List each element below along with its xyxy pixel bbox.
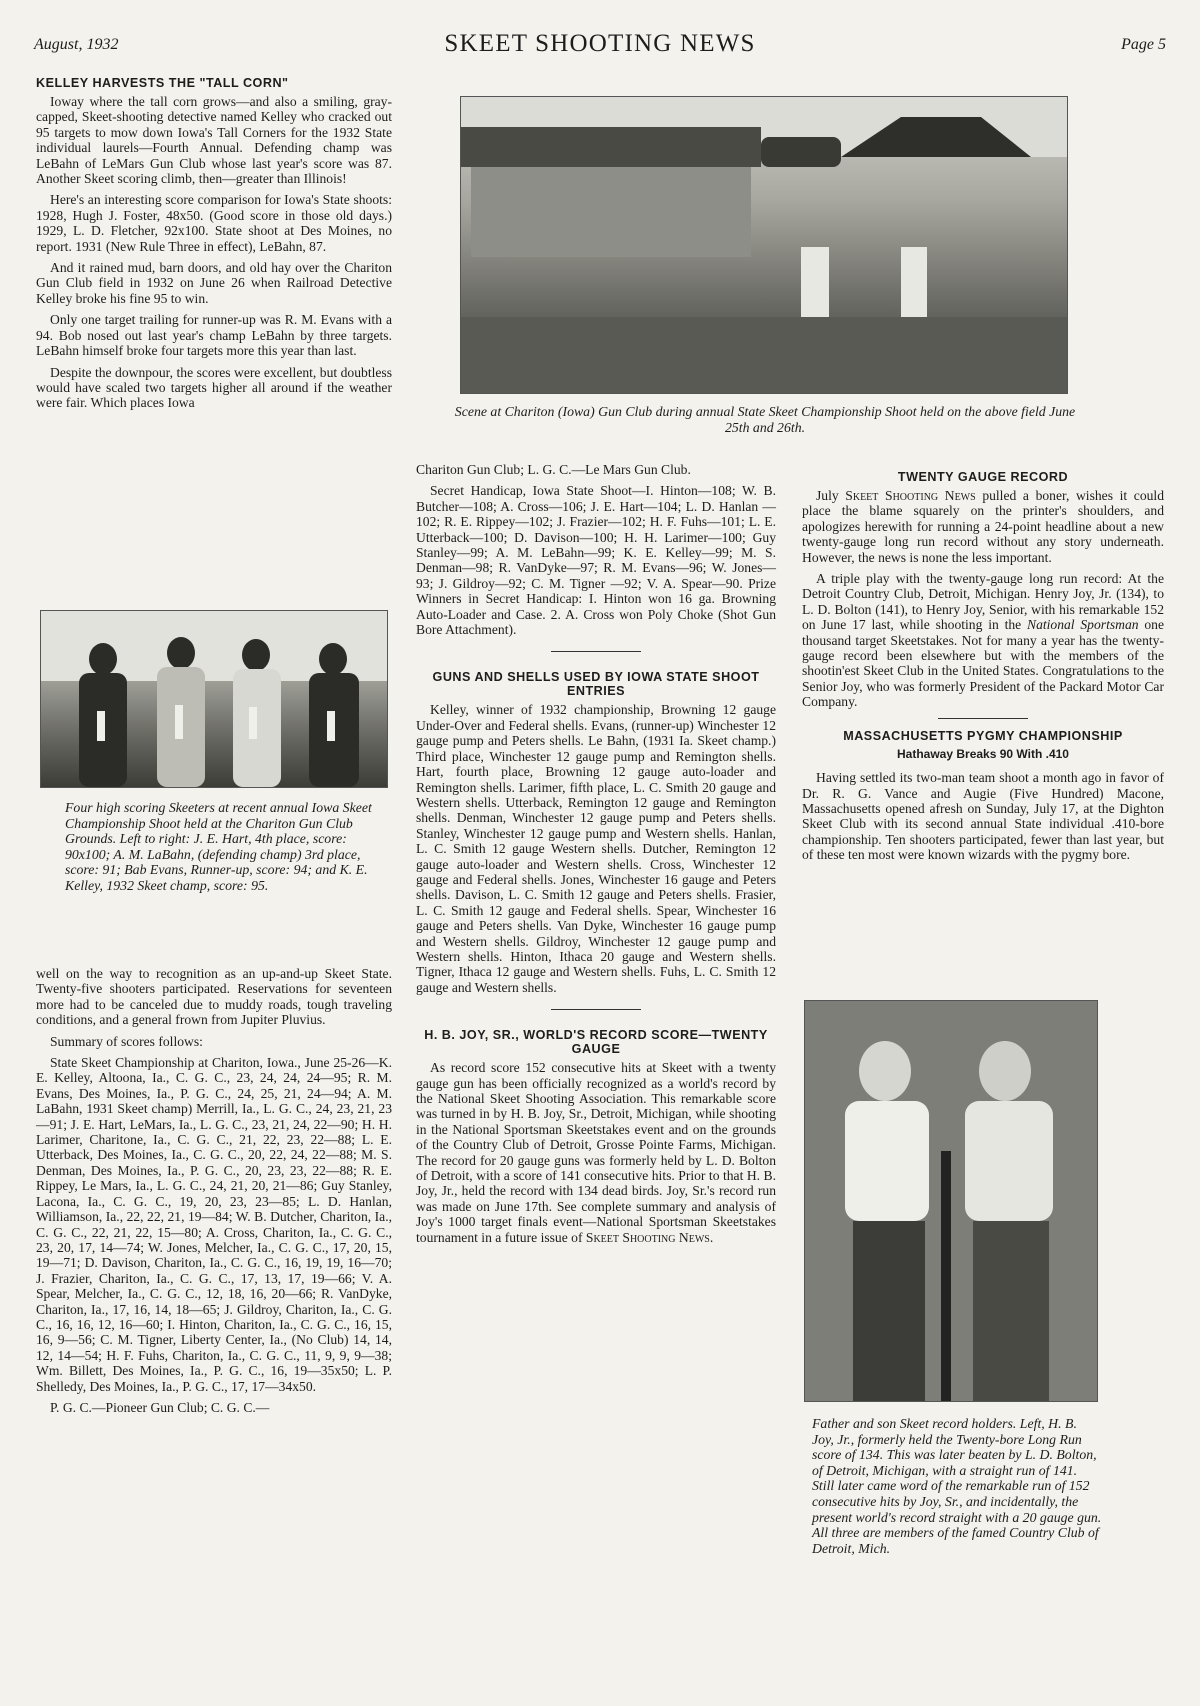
column-1-continued	[36, 966, 392, 1421]
article-paragraph: Ioway where the tall corn grows—and also a smiling, gray-capped, Skeet-shooting detective named Kelley who cracked out 95 targets to mow down Iowa's Tall Corners for the 1932 State individual laurels—Fourth Annual. Defending champ was LeBahn of LeMars Gun Club whose last year's score was 87. Another Skeet scoring climb, then—greater than Illinois!	[36, 94, 392, 187]
article-paragraph	[416, 1060, 776, 1245]
paragraph-text: July	[816, 488, 839, 503]
article-paragraph: well on the way to recognition as an up-and-up Skeet State. Twenty-five shooters participated. Reservations for seventeen more had to be canceled due to muddy roads, tough traveling conditions, and a general frown from Jupiter Pluvius.	[36, 966, 392, 1028]
photo-caption-chariton-field	[450, 404, 1080, 435]
paragraph-text: pulled a boner, wishes it could place the blame squarely on the printer's shoulders, and apologizes herewith for running a 24-point headline about a new twenty-gauge long run record without any story underneath. However, the news is none the less important.	[802, 488, 1164, 565]
article-heading-twenty-gauge: TWENTY GAUGE RECORD	[897, 470, 1069, 484]
article-heading-joy-record: H. B. JOY, SR., WORLD'S RECORD SCORE—TWENTY GAUGE	[424, 1028, 768, 1057]
article-subheading: Hathaway Breaks 90 With .410	[897, 746, 1069, 761]
article-heading-massachusetts: MASSACHUSETTS PYGMY CHAMPIONSHIP	[843, 728, 1123, 743]
article-paragraph: And it rained mud, barn doors, and old hay over the Chariton Gun Club field in 1932 on June 26 when Railroad Detective Kelley broke his fine 95 to win.	[36, 260, 392, 306]
publication-name: National Sportsman	[1027, 617, 1139, 633]
caption-text: Father and son Skeet record holders. Left, H. B. Joy, Jr., formerly held the Twenty-bore Long Run score of 134. This was later beaten by L. D. Bolton, of Detroit, Michigan, with a straight run of 141. Still later came word of the remarkable run of 152 consecutive hits by Joy, Sr., and incidentally, the present world's record straight with a 20 gauge gun. All three are members of the famed Country Club of Detroit, Mich.	[812, 1416, 1102, 1556]
photo-chariton-field-scene	[461, 97, 1067, 393]
issue-date: August, 1932	[34, 36, 119, 53]
score-summary: State Skeet Championship at Chariton, Iowa., June 25-26—K. E. Kelley, Altoona, Ia., C. G. C., 23, 24, 24, 24—95; R. M. Evans, Des Moines, Ia., P. G. C., 24, 25, 21, 24—94; A. M. LaBahn, 1931 Skeet champ) Merrill, Ia., L. G. C., 24, 23, 21, 23—91; J. E. Hart, LeMars, Ia., L. G. C., 23, 21, 24, 22—90; H. H. Larimer, Charitone, Ia., C. G. C., 21, 22, 23, 22—88; L. E. Utterback, Des Moines, Ia., C. G. C., 20, 22, 24, 22—88; M. S. Denman, Des Moines, Ia., P. G. C., 20, 23, 23, 22—88; R. E. Rippey, Le Mars, Ia., L. G. C., 24, 21, 20, 21—86; Guy Stanley, Lacona, Ia., C. G. C., 19, 20, 23, 23—85; L. D. Hanlan, Williamson, Ia., 22, 22, 21, 19—84; W. B. Dutcher, Chariton, Ia., C. G. C., 22, 21, 22, 15—80; A. Cross, Chariton, Ia., C. G. C., 23, 20, 17, 14—74; W. Jones, Melcher, Ia., C. G. C., 17, 20, 15, 19—71; D. Davison, Chariton, Ia., C. G. C., 16, 19, 19, 16—70; J. Frazier, Chariton, Ia., C. G. C., 17, 13, 17, 19—66; V. A. Spear, Melcher, Ia., C. G. C., 12, 18, 16, 20—66; R. VanDyke, Chariton, Ia., 17, 16, 14, 18—65; J. Gildroy, Chariton, Ia., C. G. C., 16, 16, 12, 16—60; I. Hinton, Chariton, Ia., C. G. C., 16, 15, 16, 9—56; C. M. Tigner, Liberty Center, Ia., (No Club) 14, 14, 12, 14—54; H. F. Fuhs, Chariton, Ia., C. G. C., 11, 9, 9, 9—38; Wm. Billett, Des Moines, Ia., P. G. C., 16, 19—35x50; L. P. Shelledy, Des Moines, Ia., P. G. C., 17, 17—34x50.	[36, 1055, 392, 1394]
article-paragraph	[802, 571, 1164, 710]
photo-four-skeeters	[40, 610, 388, 788]
article-paragraph: Having settled its two-man team shoot a month ago in favor of Dr. R. G. Vance and Augie (Five Hundred) Macone, Massachusetts opened afresh on Sunday, July 17, at the Dighton Skeet Club with its second annual State individual .410-bore championship. Ten shooters participated, fewer than last year, but of these ten most were known wizards with the pygmy bore.	[802, 770, 1164, 863]
section-divider	[938, 718, 1028, 719]
article-heading-kelley: KELLEY HARVESTS THE "TALL CORN"	[36, 76, 289, 90]
publication-title: SKEET SHOOTING NEWS	[444, 30, 756, 57]
caption-text: Four high scoring Skeeters at recent annual Iowa Skeet Championship Shoot held at the Chariton Gun Club Grounds. Left to right: J. E. Hart, 4th place, score: 90x100; A. M. LaBahn, (defending champ) 3rd place, score: 91; Bab Evans, Runner-up, score: 94; and K. E. Kelley, 1932 Skeet champ, score: 95.	[65, 800, 372, 893]
column-2	[416, 462, 776, 1251]
secret-handicap-results: Secret Handicap, Iowa State Shoot—I. Hinton—108; W. B. Butcher—108; A. Cross—106; J. E. Hart—104; L. D. Hanlan —102; R. E. Rippey—102; J. Frazier—102; H. F. Fuhs—101; L. E. Utterback—100; D. Davison—100; H. H. Larimer—100; Guy Stanley—99; A. M. LeBahn—99; K. E. Kelley—99; M. S. Denman—98; R. VanDyke—97; R. M. Evans—96; W. Jones—93; J. Gildroy—92; C. M. Tigner —92; V. A. Spear—90. Prize Winners in Secret Handicap: I. Hinton won 16 ga. Browning Auto-Loader and Case. 2. A. Cross won Poly Choke (Shot Gun Bore Attachment).	[416, 483, 776, 638]
article-paragraph: Only one target trailing for runner-up was R. M. Evans with a 94. Bob nosed out last year's champ LeBahn by three targets. LeBahn himself broke four targets more this year than last.	[36, 312, 392, 359]
column-3	[802, 466, 1164, 869]
article-paragraph: Despite the downpour, the scores were excellent, but doubtless would have scaled two targets higher all around if the weather were fair. Which places Iowa	[36, 364, 392, 411]
article-heading-guns-and-shells: GUNS AND SHELLS USED BY IOWA STATE SHOOT ENTRIES	[432, 670, 760, 699]
page-number: Page 5	[1121, 36, 1166, 53]
page-header	[0, 28, 1200, 68]
article-paragraph: Summary of scores follows:	[50, 1033, 203, 1049]
photo-four-skeeters-figures	[41, 611, 387, 787]
paragraph-text: As record score 152 consecutive hits at Skeet with a twenty gauge gun has been officially recognized as a world's record by the National Skeet Shooting Association. This remarkable score was turned in by H. B. Joy, Sr., Detroit, Michigan, while shooting in the National Sportsman Skeetstakes event and on the grounds of the Country Club of Detroit, Grosse Pointe Farms, Michigan. The record for 20 gauge guns was formerly held by L. D. Bolton of Detroit, with a score of 141 consecutive hits. Prior to that H. B. Joy, Jr., held the record with 134 dead birds. Joy, Sr.'s record run was made on June 17th. See complete summary and analysis of Joy's 1000 target finals event—National Sportsman Skeetstakes tournament in a future issue of	[416, 1060, 776, 1245]
photo-joy-father-son	[804, 1000, 1098, 1402]
photo-joy-father-son-figures	[805, 1001, 1097, 1401]
caption-text: Scene at Chariton (Iowa) Gun Club during annual State Skeet Championship Shoot held on the above field June 25th and 26th.	[454, 404, 1076, 435]
photo-caption-joy	[812, 1416, 1102, 1556]
section-divider	[551, 651, 641, 652]
column-1	[36, 72, 392, 417]
article-paragraph	[802, 488, 1164, 565]
article-paragraph: Kelley, winner of 1932 championship, Browning 12 gauge Under-Over and Federal shells. Evans, (runner-up) Winchester 12 gauge pump and Peters shells. Le Bahn, (1931 Ia. Skeet champ.) Third place, Winchester 12 gauge pump and Remington shells. Hart, fourth place, Browning 12 gauge auto-loader and Remington shells. Larimer, fifth place, L. C. Smith 20 gauge and Western shells. Utterback, Remington 12 gauge and Remington shells. Denman, Winchester 12 gauge pump and Peters shells. Stanley, Winchester 12 gauge pump and Western shells. Hanlan, L. C. Smith 12 gauge Western shells. Dutcher, Remington 12 gauge auto-loader and Western shells. Cross, Winchester 12 gauge and Federal shells. Jones, Winchester 16 gauge and Peters shells. Davison, L. C. Smith 12 gauge and Peters shells. Frasier, L. C. Smith 12 gauge and Federal shells. Spear, Winchester 16 gauge and Peters shells. Van Dyke, Winchester 16 gauge pump and Western shells. Gildroy, Winchester 12 gauge pump and Western shells. Hinton, Ithaca 20 gauge and Western shells. Tigner, Ithaca 12 gauge and Western shells. Fuhs, L. C. Smith 12 gauge and Western shells.	[416, 702, 776, 995]
paragraph-text: one thousand target Skeetstakes. Not for many a year has the twenty-gauge record been elsewhere but with the members of the shootin'est Skeet Club in the United States. Congratulations to the Senior Joy, who was formerly President of the Packard Motor Car Company.	[802, 617, 1164, 710]
paragraph-text: A triple play with the twenty-gauge long run record: At the Detroit Country Club, Detroit, Michigan. Henry Joy, Jr. (134), to L. D. Bolton (141), to Henry Joy, Senior, with his remarkable 152 on June 17 last, while shooting in the	[802, 571, 1164, 633]
publication-name: Skeet Shooting News.	[585, 1229, 714, 1245]
photo-chariton-field	[460, 96, 1068, 394]
article-paragraph: P. G. C.—Pioneer Gun Club; C. G. C.—	[50, 1399, 270, 1415]
section-divider	[551, 1009, 641, 1010]
article-paragraph: Here's an interesting score comparison for Iowa's State shoots: 1928, Hugh J. Foster, 48x50. (Good score in those old days.) 1929, L. D. Fletcher, 92x100. State shoot at Des Moines, no report. 1931 (New Rule Three in effect), LeBahn, 87.	[36, 192, 392, 254]
photo-caption-four-skeeters	[65, 800, 375, 894]
article-paragraph: Chariton Gun Club; L. G. C.—Le Mars Gun Club.	[416, 462, 691, 477]
publication-name: Skeet Shooting News	[845, 488, 976, 503]
